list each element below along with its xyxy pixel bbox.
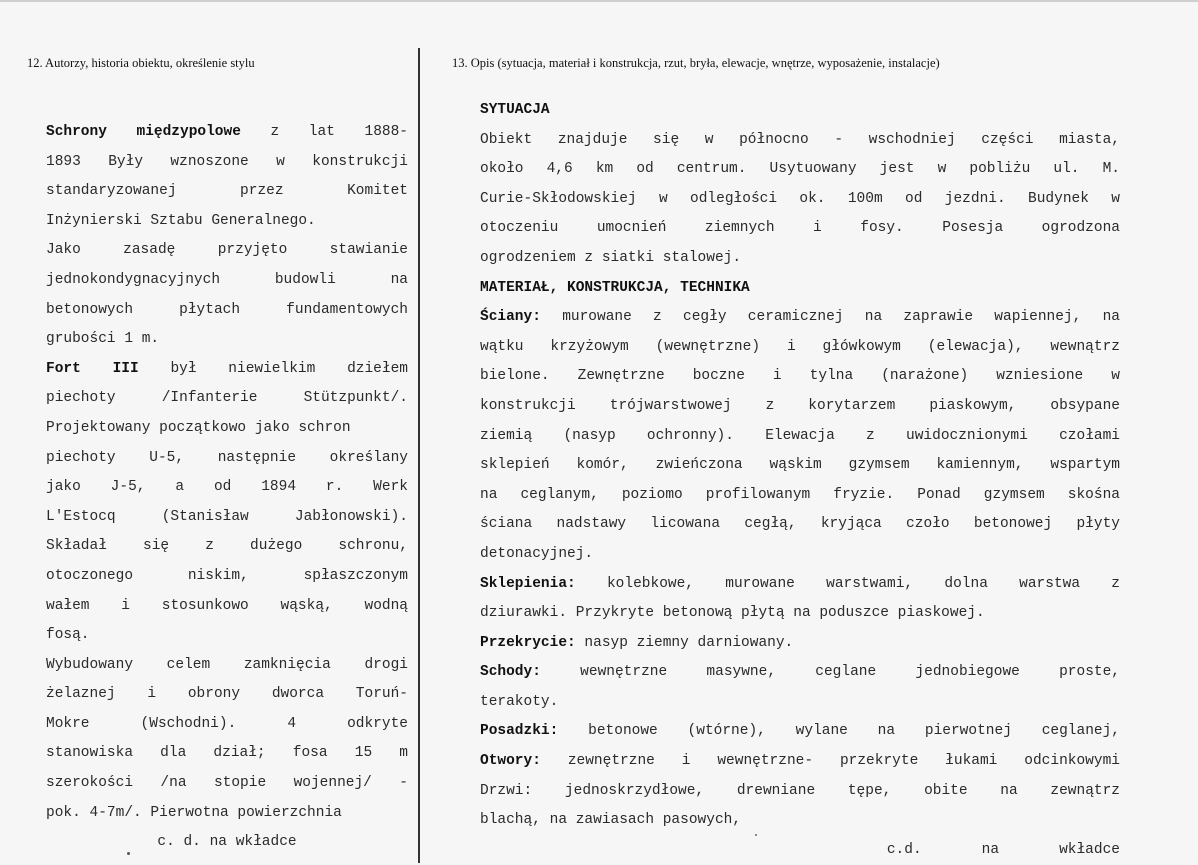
scan-speck (755, 834, 757, 836)
text-line: piechoty /Infanterie Stützpunkt/. (46, 390, 408, 407)
text-line: L'Estocq (Stanisław Jabłonowski). (46, 508, 408, 525)
history-column (46, 118, 408, 858)
top-edge (0, 0, 1198, 2)
text-line: grubości 1 m. (46, 331, 160, 348)
text-line: Inżynierski Sztabu Generalnego. (46, 212, 316, 229)
text-line: bielone. Zewnętrzne boczne i tylna (narażone) wzniesione w (480, 368, 1120, 385)
text-line: Przekrycie: nasyp ziemny darniowany. (480, 634, 794, 651)
bold-label: Posadzki: (480, 723, 559, 740)
text-line: Posadzki: betonowe (wtórne), wylane na pierwotnej ceglanej, (480, 723, 1120, 740)
bold-label: Przekrycie: (480, 634, 576, 651)
bold-heading: Fort III (46, 360, 139, 377)
text-line: ściana nadstawy licowana cegłą, kryjąca czoło betonowej płyty (480, 516, 1120, 533)
text-line: wątku krzyżowym (wewnętrzne) i główkowym (elewacja), wewnątrz (480, 338, 1120, 355)
text-line: wałem i stosunkowo wąską, wodną (46, 597, 408, 614)
text-line: ogrodzeniem z siatki stalowej. (480, 249, 742, 266)
text-line: konstrukcji trójwarstwowej z korytarzem piaskowym, obsypane (480, 397, 1120, 414)
section-heading-material: MATERIAŁ, KONSTRUKCJA, TECHNIKA (480, 279, 750, 296)
continuation-note: c. d. na wkładce (157, 834, 297, 851)
text-line: Otwory: zewnętrzne i wewnętrzne- przekryte łukami odcinkowymi (480, 753, 1120, 770)
text-line: piechoty U-5, następnie określany (46, 449, 408, 466)
text-line: Curie-Skłodowskiej w odległości ok. 100m od jezdni. Budynek w (480, 190, 1120, 207)
bold-heading: Schrony międzypolowe (46, 124, 241, 140)
text-line: pok. 4-7m/. Pierwotna powierzchnia (46, 804, 342, 821)
text-line: blachą, na zawiasach pasowych, (480, 812, 742, 829)
text-line: jednokondygnacyjnych budowli na (46, 271, 408, 288)
text-line: Ściany: murowane z cegły ceramicznej na zaprawie wapiennej, na (480, 309, 1120, 326)
text-line: Składał się z dużego schronu, (46, 538, 408, 555)
text-line: otoczeniu umocnień ziemnych i fosy. Posesja ogrodzona (480, 220, 1120, 237)
text-line: Fort III był niewielkim dziełem (46, 360, 408, 377)
bold-label: Ściany: (480, 309, 541, 326)
text-line: otoczonego niskim, spłaszczonym (46, 567, 408, 584)
text-line: szerokości /na stopie wojennej/ - (46, 775, 408, 792)
text-line: jako J-5, a od 1894 r. Werk (46, 479, 408, 496)
text-line: terakoty. (480, 693, 559, 710)
bold-label: Sklepienia: (480, 575, 576, 592)
section-heading-sytuacja: SYTUACJA (480, 102, 550, 118)
text-line: stanowiska dla dział; fosa 15 m (46, 745, 408, 762)
text-line: Schody: wewnętrzne masywne, ceglane jednobiegowe proste, (480, 664, 1120, 681)
text-line: Drzwi: jednoskrzydłowe, drewniane tępe, obite na zewnątrz (480, 782, 1120, 799)
text-line: żelaznej i obrony dworca Toruń- (46, 686, 408, 703)
text-line: betonowych płytach fundamentowych (46, 301, 408, 318)
text-line: fosą. (46, 627, 90, 644)
description-column (480, 96, 1120, 865)
scan-speck (127, 852, 130, 855)
text-line: sklepień komór, zwieńczona wąskim gzymsem kamiennym, wspartym (480, 457, 1120, 474)
text-line: Mokre (Wschodni). 4 odkryte (46, 715, 408, 732)
text-line: około 4,6 km od centrum. Usytuowany jest w pobliżu ul. M. (480, 161, 1120, 178)
text-line: ziemią (nasyp ochronny). Elewacja z uwidocznionymi czołami (480, 427, 1120, 444)
text-line: 1893 Były wznoszone w konstrukcji (46, 153, 408, 170)
bold-label: Schody: (480, 664, 541, 681)
left-section-header: 12. Autorzy, historia obiektu, określenie stylu (27, 56, 255, 70)
text-line: detonacyjnej. (480, 545, 594, 562)
text-line: dziurawki. Przykryte betonową płytą na poduszce piaskowej. (480, 605, 985, 622)
text-line: Projektowany początkowo jako schron (46, 419, 351, 436)
text-line: standaryzowanej przez Komitet (46, 183, 408, 200)
text-line: na ceglanym, poziomo profilowanym fryzie. Ponad gzymsem skośna (480, 486, 1120, 503)
right-section-header: 13. Opis (sytuacja, materiał i konstrukcja, rzut, bryła, elewacje, wnętrze, wyposażenie, instalacje) (452, 56, 940, 70)
column-divider (418, 48, 420, 863)
text-line: Jako zasadę przyjęto stawianie (46, 242, 408, 259)
text-line: Sklepienia: kolebkowe, murowane warstwami, dolna warstwa z (480, 575, 1120, 592)
continuation-note: c.d. na wkładce (886, 841, 1120, 858)
text-line: Schrony międzypolowe z lat 1888- (46, 124, 408, 140)
text-line: Wybudowany celem zamknięcia drogi (46, 656, 408, 673)
bold-label: Otwory: (480, 753, 541, 770)
text-line: Obiekt znajduje się w północno - wschodniej części miasta, (480, 131, 1120, 148)
